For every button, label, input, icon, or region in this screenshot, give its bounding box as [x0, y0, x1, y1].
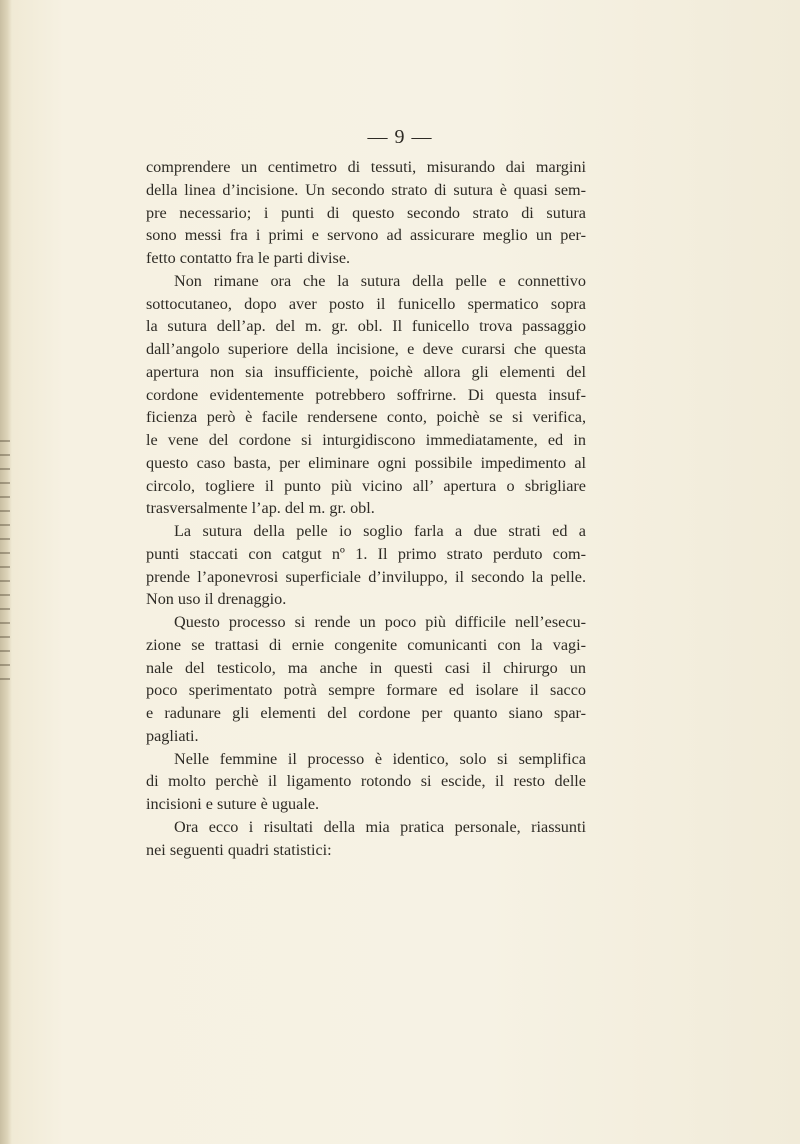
text-line: pre necessario; i punti di questo secondo strato di sutura	[146, 203, 586, 222]
text-line: sottocutaneo, dopo aver posto il funicello spermatico sopra	[146, 294, 586, 313]
body-text	[146, 156, 586, 861]
text-line: comprendere un centimetro di tessuti, misurando dai margini	[146, 158, 586, 176]
text-line: dall’angolo superiore della incisione, e deve curarsi che questa	[146, 340, 586, 358]
text-line: Ora ecco i risultati della mia pratica personale, riassunti	[174, 817, 586, 836]
text-line: nale del testicolo, ma anche in questi casi il chirurgo un	[146, 658, 586, 677]
text-line: sono messi fra i primi e servono ad assicurare meglio un per-	[146, 226, 586, 245]
text-line: prende l’aponevrosi superficiale d’inviluppo, il secondo la pelle.	[146, 567, 586, 586]
text-line: Questo processo si rende un poco più difficile nell’esecu-	[174, 613, 586, 631]
text-line: Non uso il drenaggio.	[146, 590, 287, 609]
text-line: ficienza però è facile rendersene conto, poichè se si verifica,	[146, 408, 586, 427]
text-line: punti staccati con catgut nº 1. Il primo strato perduto com-	[146, 544, 586, 563]
text-line: zione se trattasi di ernie congenite comunicanti con la vagi-	[146, 635, 586, 654]
text-line: fetto contatto fra le parti divise.	[146, 249, 351, 267]
text-line: cordone evidentemente potrebbero soffrirne. Di questa insuf-	[146, 385, 586, 404]
text-line: di molto perchè il ligamento rotondo si escide, il resto delle	[146, 772, 586, 791]
text-line: nei seguenti quadri statistici:	[146, 840, 332, 859]
text-line: trasversalmente l’ap. del m. gr. obl.	[146, 499, 375, 518]
text-line: Nelle femmine il processo è identico, solo si semplifica	[174, 749, 586, 768]
text-line: le vene del cordone si inturgidiscono immediatamente, ed in	[146, 431, 586, 449]
text-line: pagliati.	[146, 726, 199, 745]
text-line: incisioni e suture è uguale.	[146, 795, 320, 813]
text-line: questo caso basta, per eliminare ogni possibile impedimento al	[146, 453, 586, 472]
text-line: della linea d’incisione. Un secondo strato di sutura è quasi sem-	[146, 180, 586, 199]
binding-stitch-marks	[0, 440, 10, 680]
text-line: circolo, togliere il punto più vicino all’ apertura o sbrigliare	[146, 476, 586, 495]
text-line: Non rimane ora che la sutura della pelle e connettivo	[174, 271, 586, 290]
text-line: La sutura della pelle io soglio farla a due strati ed a	[174, 522, 586, 540]
text-line: la sutura dell’ap. del m. gr. obl. Il funicello trova passaggio	[146, 317, 586, 336]
page-number: — 9 —	[367, 126, 433, 148]
text-line: e radunare gli elementi del cordone per quanto siano spar-	[146, 704, 586, 722]
text-line: apertura non sia insufficiente, poichè allora gli elementi del	[146, 362, 586, 381]
text-line: poco sperimentato potrà sempre formare ed isolare il sacco	[146, 681, 586, 700]
